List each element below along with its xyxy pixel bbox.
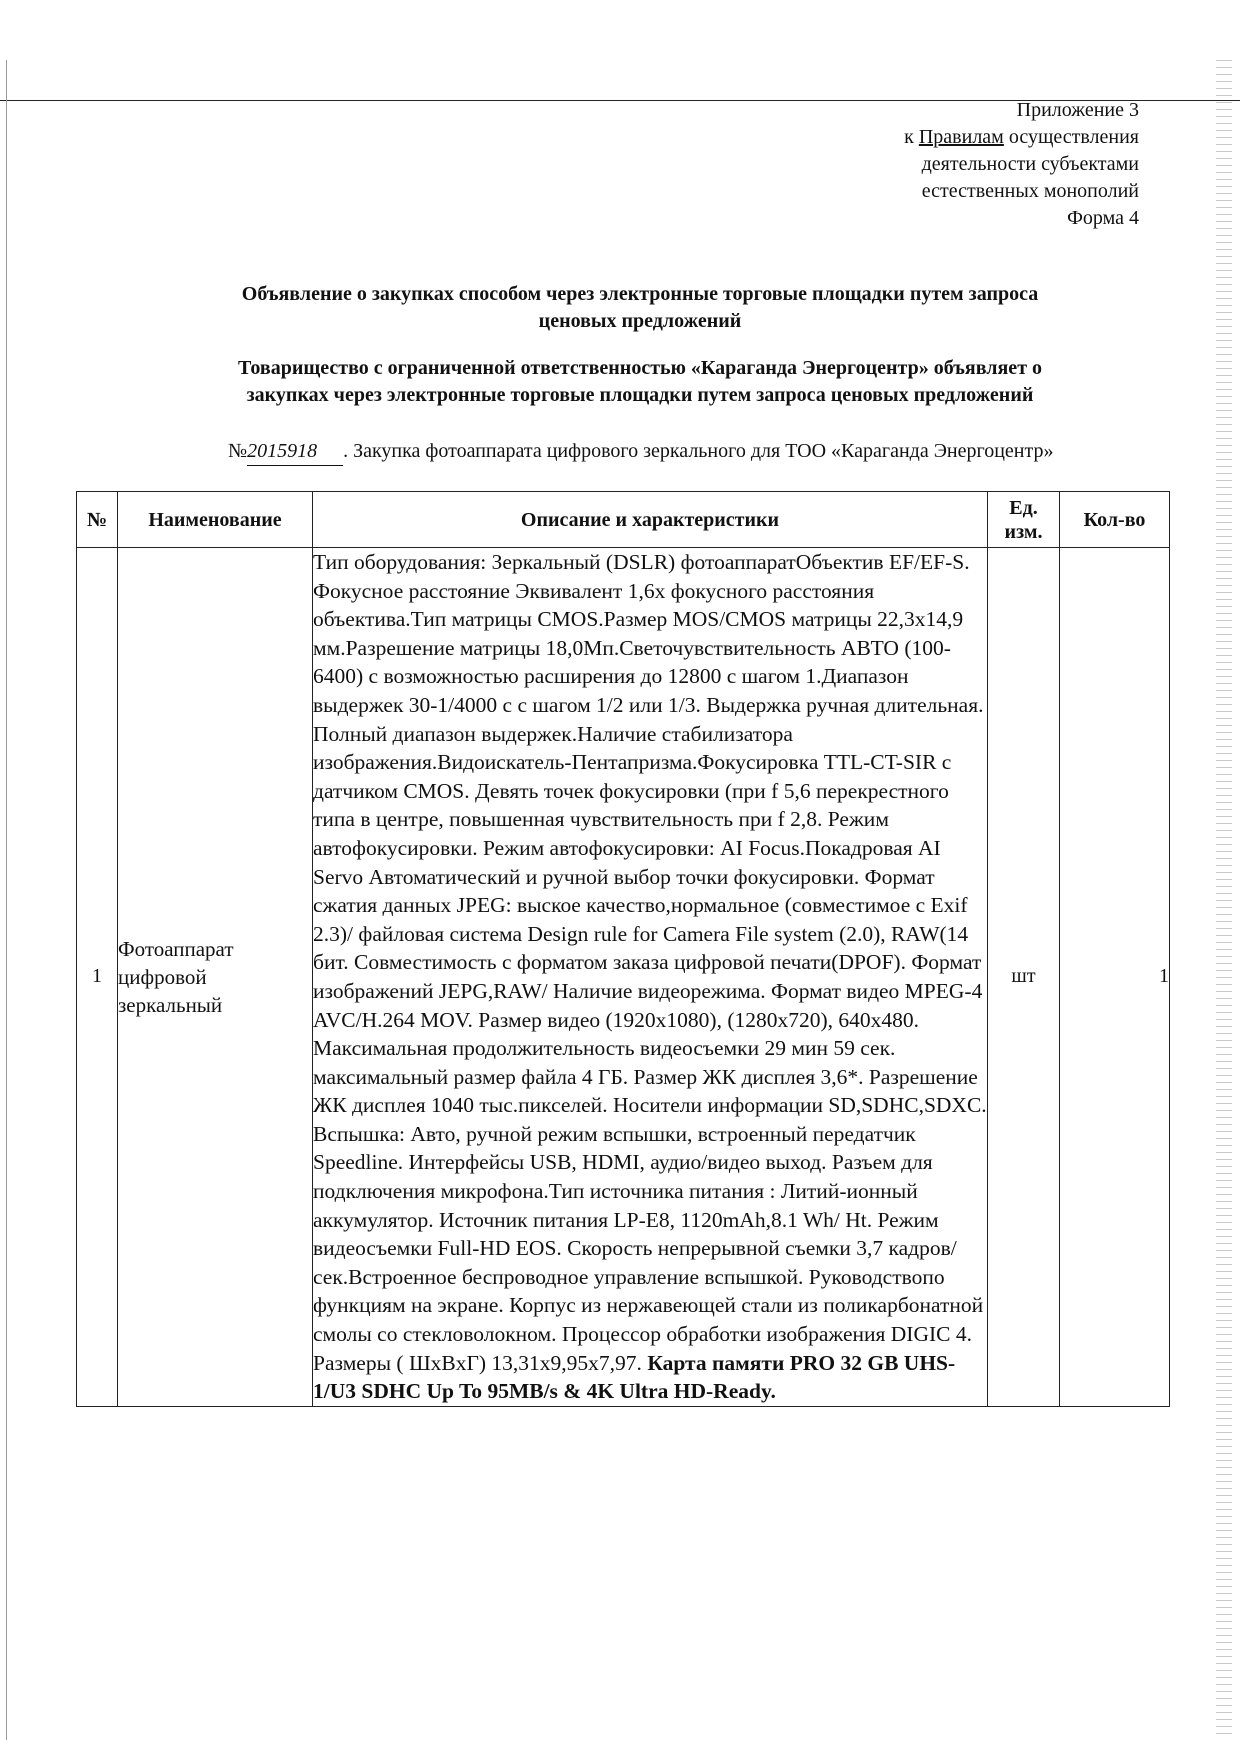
scan-margin-right <box>1216 60 1232 1740</box>
organization-statement-line-2: закупках через электронные торговые площадки путем запроса ценовых предложений <box>246 384 1034 406</box>
row-description <box>313 548 988 1407</box>
procurement-number: 2015918 <box>247 438 343 466</box>
appendix-line-2-prefix: к <box>904 126 914 148</box>
number-prefix: № <box>228 440 248 462</box>
appendix-block <box>904 97 1139 232</box>
procurement-subject <box>228 438 1053 466</box>
row-unit: шт <box>988 548 1060 1407</box>
organization-statement-line-1: Товарищество с ограниченной ответственностью «Караганда Энергоцентр» объявляет о <box>237 357 1043 379</box>
announcement-title <box>150 281 1130 335</box>
header-name: Наименование <box>118 492 313 548</box>
table-header-row <box>77 492 1170 548</box>
header-quantity: Кол-во <box>1060 492 1170 548</box>
form-number: Форма 4 <box>1067 207 1139 229</box>
row-description-text: Тип оборудования: Зеркальный (DSLR) фотоаппаратОбъектив EF/EF-S. Фокусное расстояние Эквивалент 1,6х фокусного расстояния объектива.Тип матрицы CMOS.Размер MOS/CMOS матрицы 22,3x14,9 мм.Разрешение матрицы 18,0Мп.Светочувствительность АВТО (100-6400) с возможностью расширения до 12800 с шагом 1.Диапазон выдержек 30-1/4000 с с шагом 1/2 или 1/3. Выдержка ручная длительная. Полный диапазон выдержек.Наличие стабилизатора изображения.Видоискатель-Пентапризма.Фокусировка TTL-CT-SIR с датчиком CMOS. Девять точек фокусировки (при f 5,6 перекрестного типа в центре, повышенная чувствительность при f 2,8. Режим автофокусировки. Режим автофокусировки: AI Focus.Покадровая AI Servo Автоматический и ручной выбор точки фокусировки. Формат сжатия данных JPEG: выскоe качество,нормальное (совместимое с Exif 2.3)/ файловая система Design rule for Camera File system (2.0), RAW(14 бит. Совместимость с форматом заказа цифровой печати(DPOF). Формат изображений JEPG,RAW/ Наличие видеорежима. Формат видео MPEG-4 AVC/H.264 MOV. Размер видео (1920x1080), (1280x720), 640x480. Максимальная продолжительность видеосъемки 29 мин 59 сек. максимальный размер файла 4 ГБ. Размер ЖК дисплея 3,6*. Разрешение ЖК дисплея 1040 тыс.пикселей. Носители информации SD,SDHC,SDXC. Вспышка: Авто, ручной режим вспышки, встроенный передатчик Speedline. Интерфейсы USB, HDMI, аудио/видео выход. Разъем для подключения микрофона.Тип источника питания : Литий-ионный аккумулятор. Источник питания LP-E8, 1120mAh,8.1 Wh/ Ht. Режим видеосъемки Full-HD EOS. Скорость непрерывной съемки 3,7 кадров/сек.Встроенное беспроводное управление вспышкой. Руководствопо функциям на экране. Корпус из нержавеющей стали из поликарбонатной смолы со стекловолокном. Процессор обработки изображения DIGIC 4. Размеры ( ШxВxГ) 13,31x9,95x7,97. <box>313 550 987 1375</box>
appendix-line-3: деятельности субъектами <box>921 153 1139 175</box>
row-no: 1 <box>77 548 118 1407</box>
header-unit <box>988 492 1060 548</box>
organization-statement <box>150 355 1130 409</box>
appendix-line-4: естественных монополий <box>921 180 1139 202</box>
scan-margin-left <box>6 60 11 1740</box>
table-row <box>77 548 1170 1407</box>
announcement-title-line-1: Объявление о закупках способом через электронные торговые площадки путем запроса <box>241 283 1039 305</box>
row-description-memory-card: Карта памяти PRO 32 GB UHS-1/U3 SDHC Up To 95MB/s & 4K Ultra HD-Ready. <box>313 1350 956 1404</box>
header-description: Описание и характеристики <box>313 492 988 548</box>
appendix-line-2 <box>904 124 1139 151</box>
header-unit-line-2: изм. <box>1004 520 1043 543</box>
appendix-line-2-suffix: осуществления <box>1008 126 1139 148</box>
header-unit-line-1: Ед. <box>1009 496 1038 519</box>
rules-link[interactable]: Правилам <box>918 126 1004 148</box>
appendix-line-1: Приложение 3 <box>1016 99 1139 121</box>
header-no: № <box>77 492 118 548</box>
row-quantity: 1 <box>1060 548 1170 1407</box>
announcement-title-line-2: ценовых предложений <box>538 310 742 332</box>
row-name: Фотоаппарат цифровой зеркальный <box>118 548 313 1407</box>
procurement-subject-text: . Закупка фотоаппарата цифрового зеркального для ТОО «Караганда Энергоцентр» <box>343 440 1054 462</box>
items-table <box>76 491 1170 1407</box>
